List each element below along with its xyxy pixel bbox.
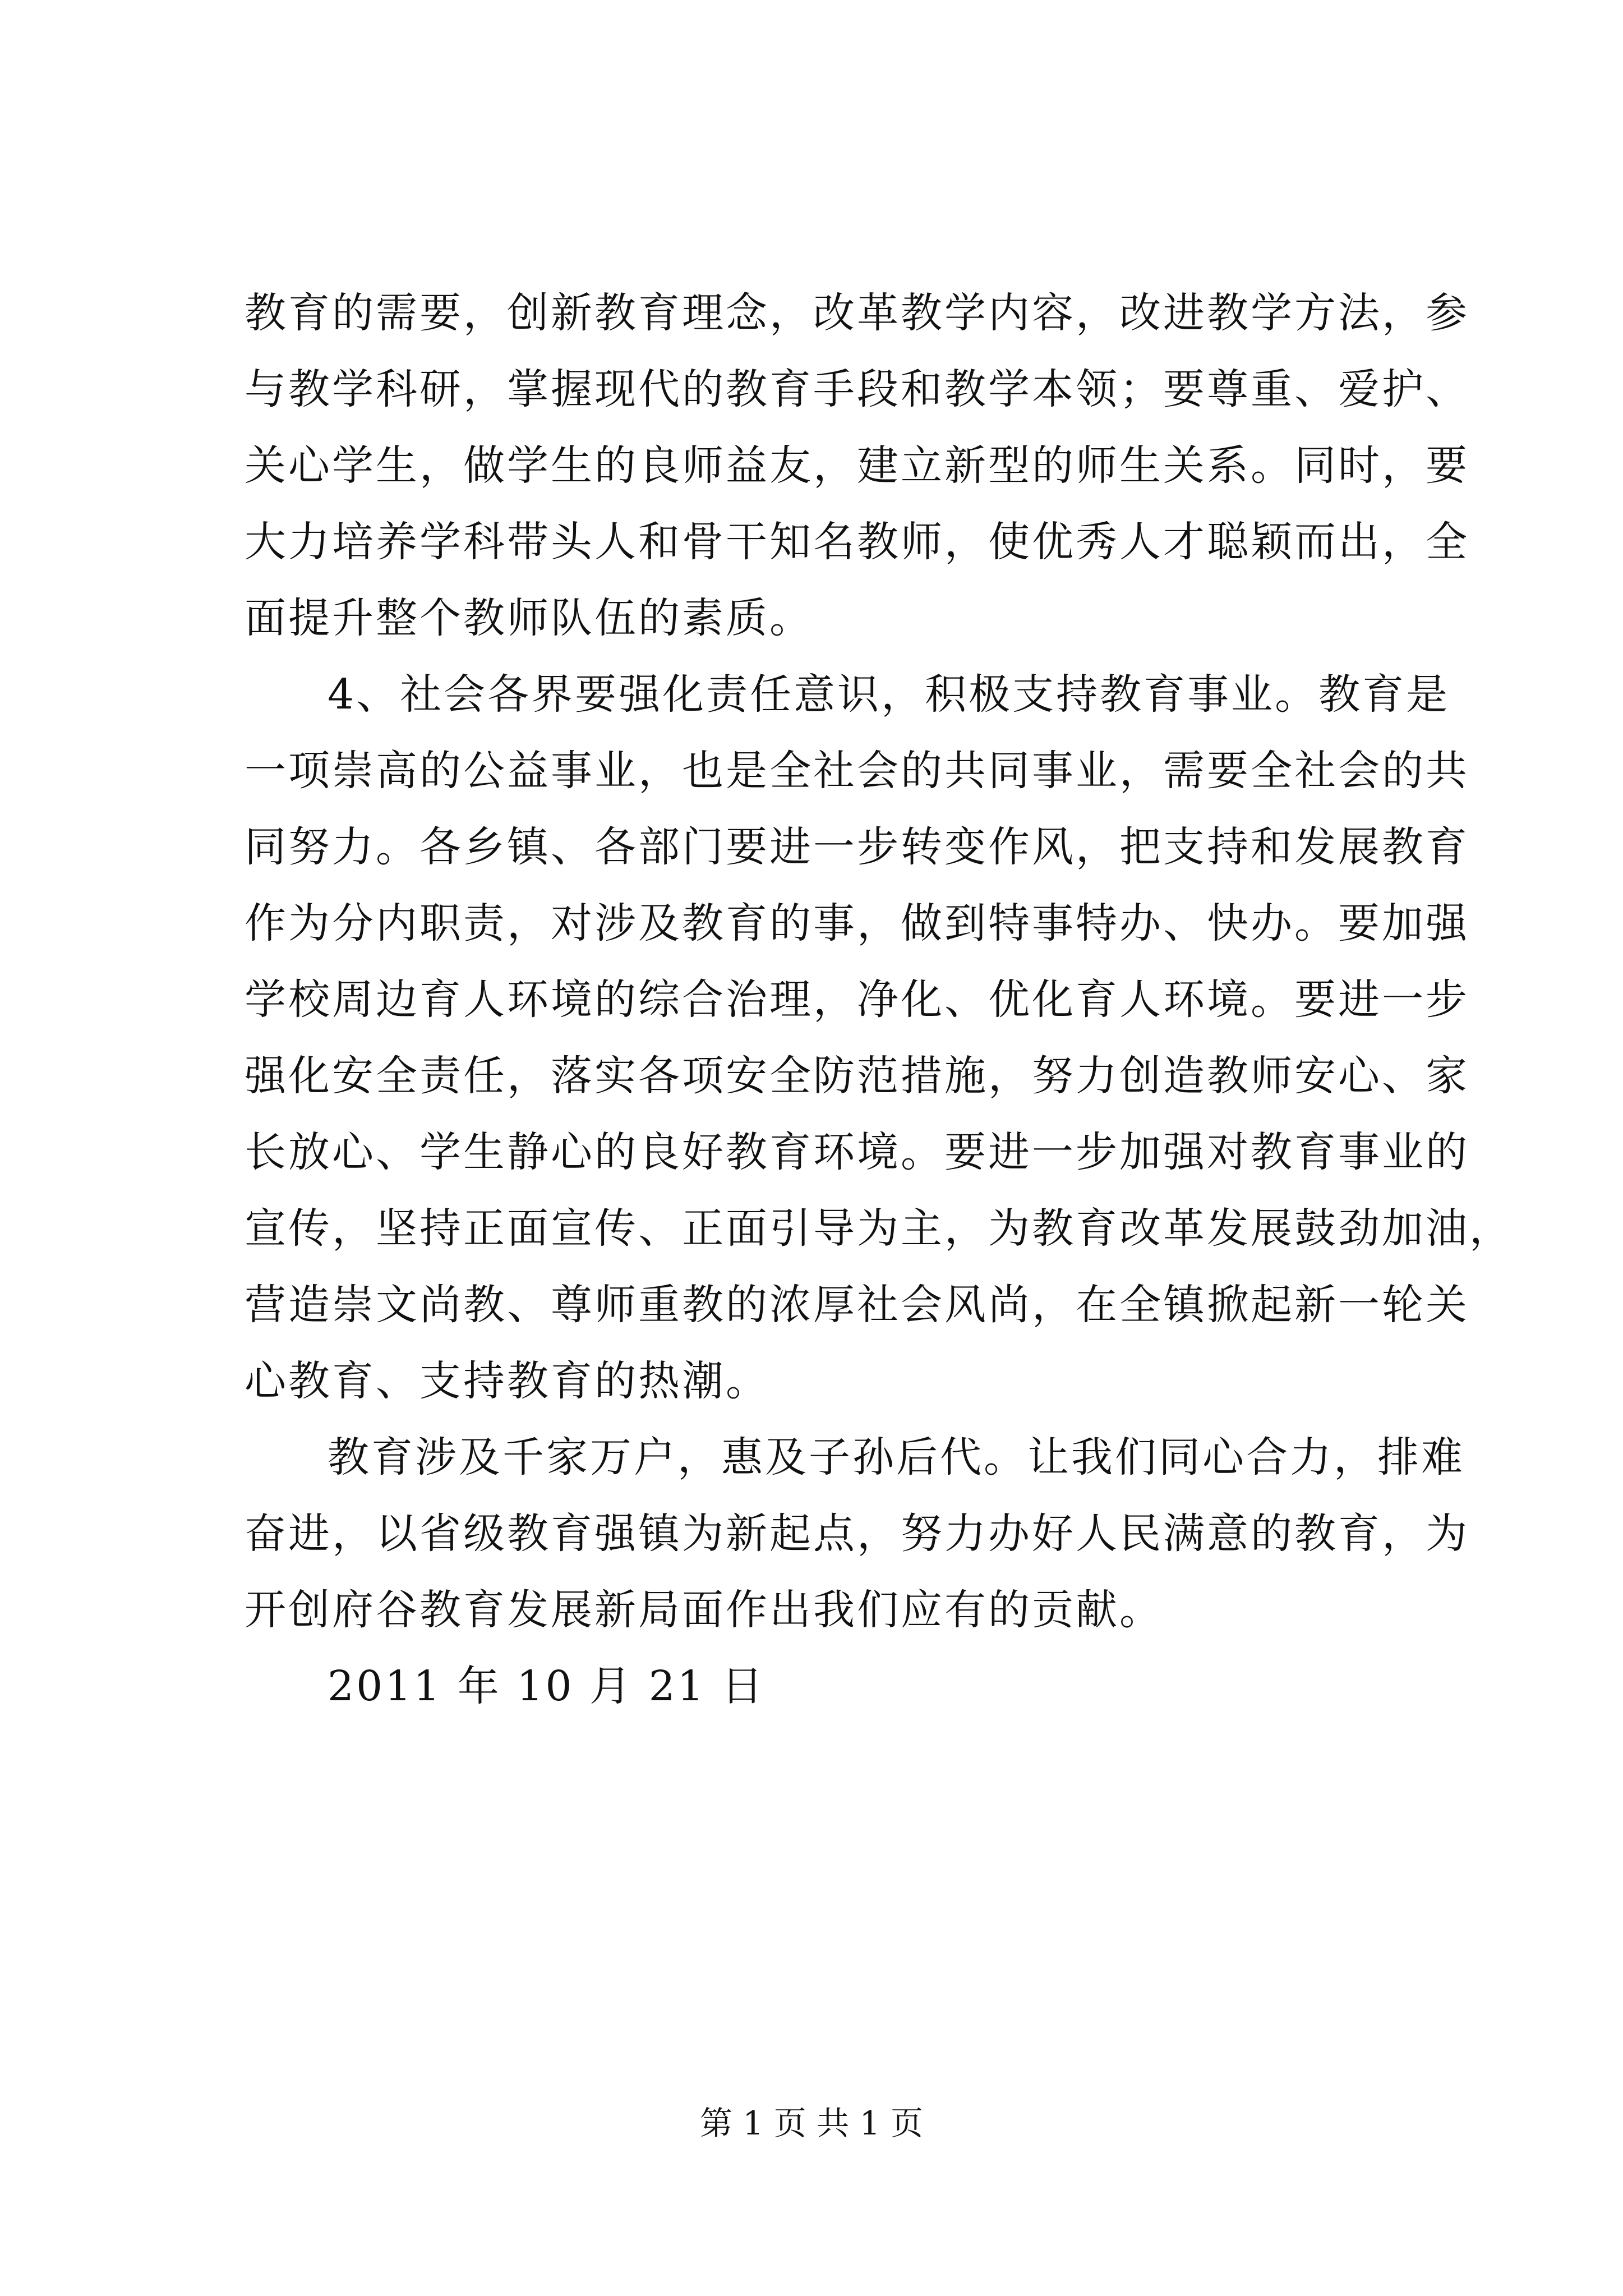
date-line: 2011 年 10 月 21 日	[328, 1662, 766, 1710]
text-line: 强化安全责任，落实各项安全防范措施，努力创造教师安心、家	[245, 1052, 1469, 1100]
text-line: 同努力。各乡镇、各部门要进一步转变作风，把支持和发展教育	[245, 823, 1469, 871]
text-line: 心教育、支持教育的热潮。	[245, 1357, 769, 1405]
text-line: 面提升整个教师队伍的素质。	[245, 594, 813, 642]
page-footer	[0, 2104, 1623, 2143]
text-line: 4、社会各界要强化责任意识，积极支持教育事业。教育是	[328, 670, 1450, 719]
text-line: 一项崇高的公益事业，也是全社会的共同事业，需要全社会的共	[245, 747, 1469, 795]
text-line: 学校周边育人环境的综合治理，净化、优化育人环境。要进一步	[245, 976, 1469, 1024]
text-line: 宣传，坚持正面宣传、正面引导为主，为教育改革发展鼓劲加油，	[245, 1204, 1513, 1253]
text-line: 开创府谷教育发展新局面作出我们应有的贡献。	[245, 1586, 1163, 1634]
page-number-label: 第 1 页 共 1 页	[700, 2104, 923, 2142]
text-line: 作为分内职责，对涉及教育的事，做到特事特办、快办。要加强	[245, 899, 1469, 947]
text-line: 教育的需要，创新教育理念，改革教学内容，改进教学方法，参	[245, 289, 1469, 337]
text-line: 教育涉及千家万户，惠及子孙后代。让我们同心合力，排难	[328, 1433, 1465, 1481]
text-line: 长放心、学生静心的良好教育环境。要进一步加强对教育事业的	[245, 1128, 1469, 1176]
document-body	[245, 275, 1513, 1724]
text-line: 大力培养学科带头人和骨干知名教师，使优秀人才聪颖而出，全	[245, 518, 1469, 566]
text-line: 与教学科研，掌握现代的教育手段和教学本领；要尊重、爱护、	[245, 365, 1469, 413]
text-line: 关心学生，做学生的良师益友，建立新型的师生关系。同时，要	[245, 441, 1469, 490]
text-line: 奋进，以省级教育强镇为新起点，努力办好人民满意的教育，为	[245, 1510, 1469, 1558]
text-line: 营造崇文尚教、尊师重教的浓厚社会风尚，在全镇掀起新一轮关	[245, 1281, 1469, 1329]
